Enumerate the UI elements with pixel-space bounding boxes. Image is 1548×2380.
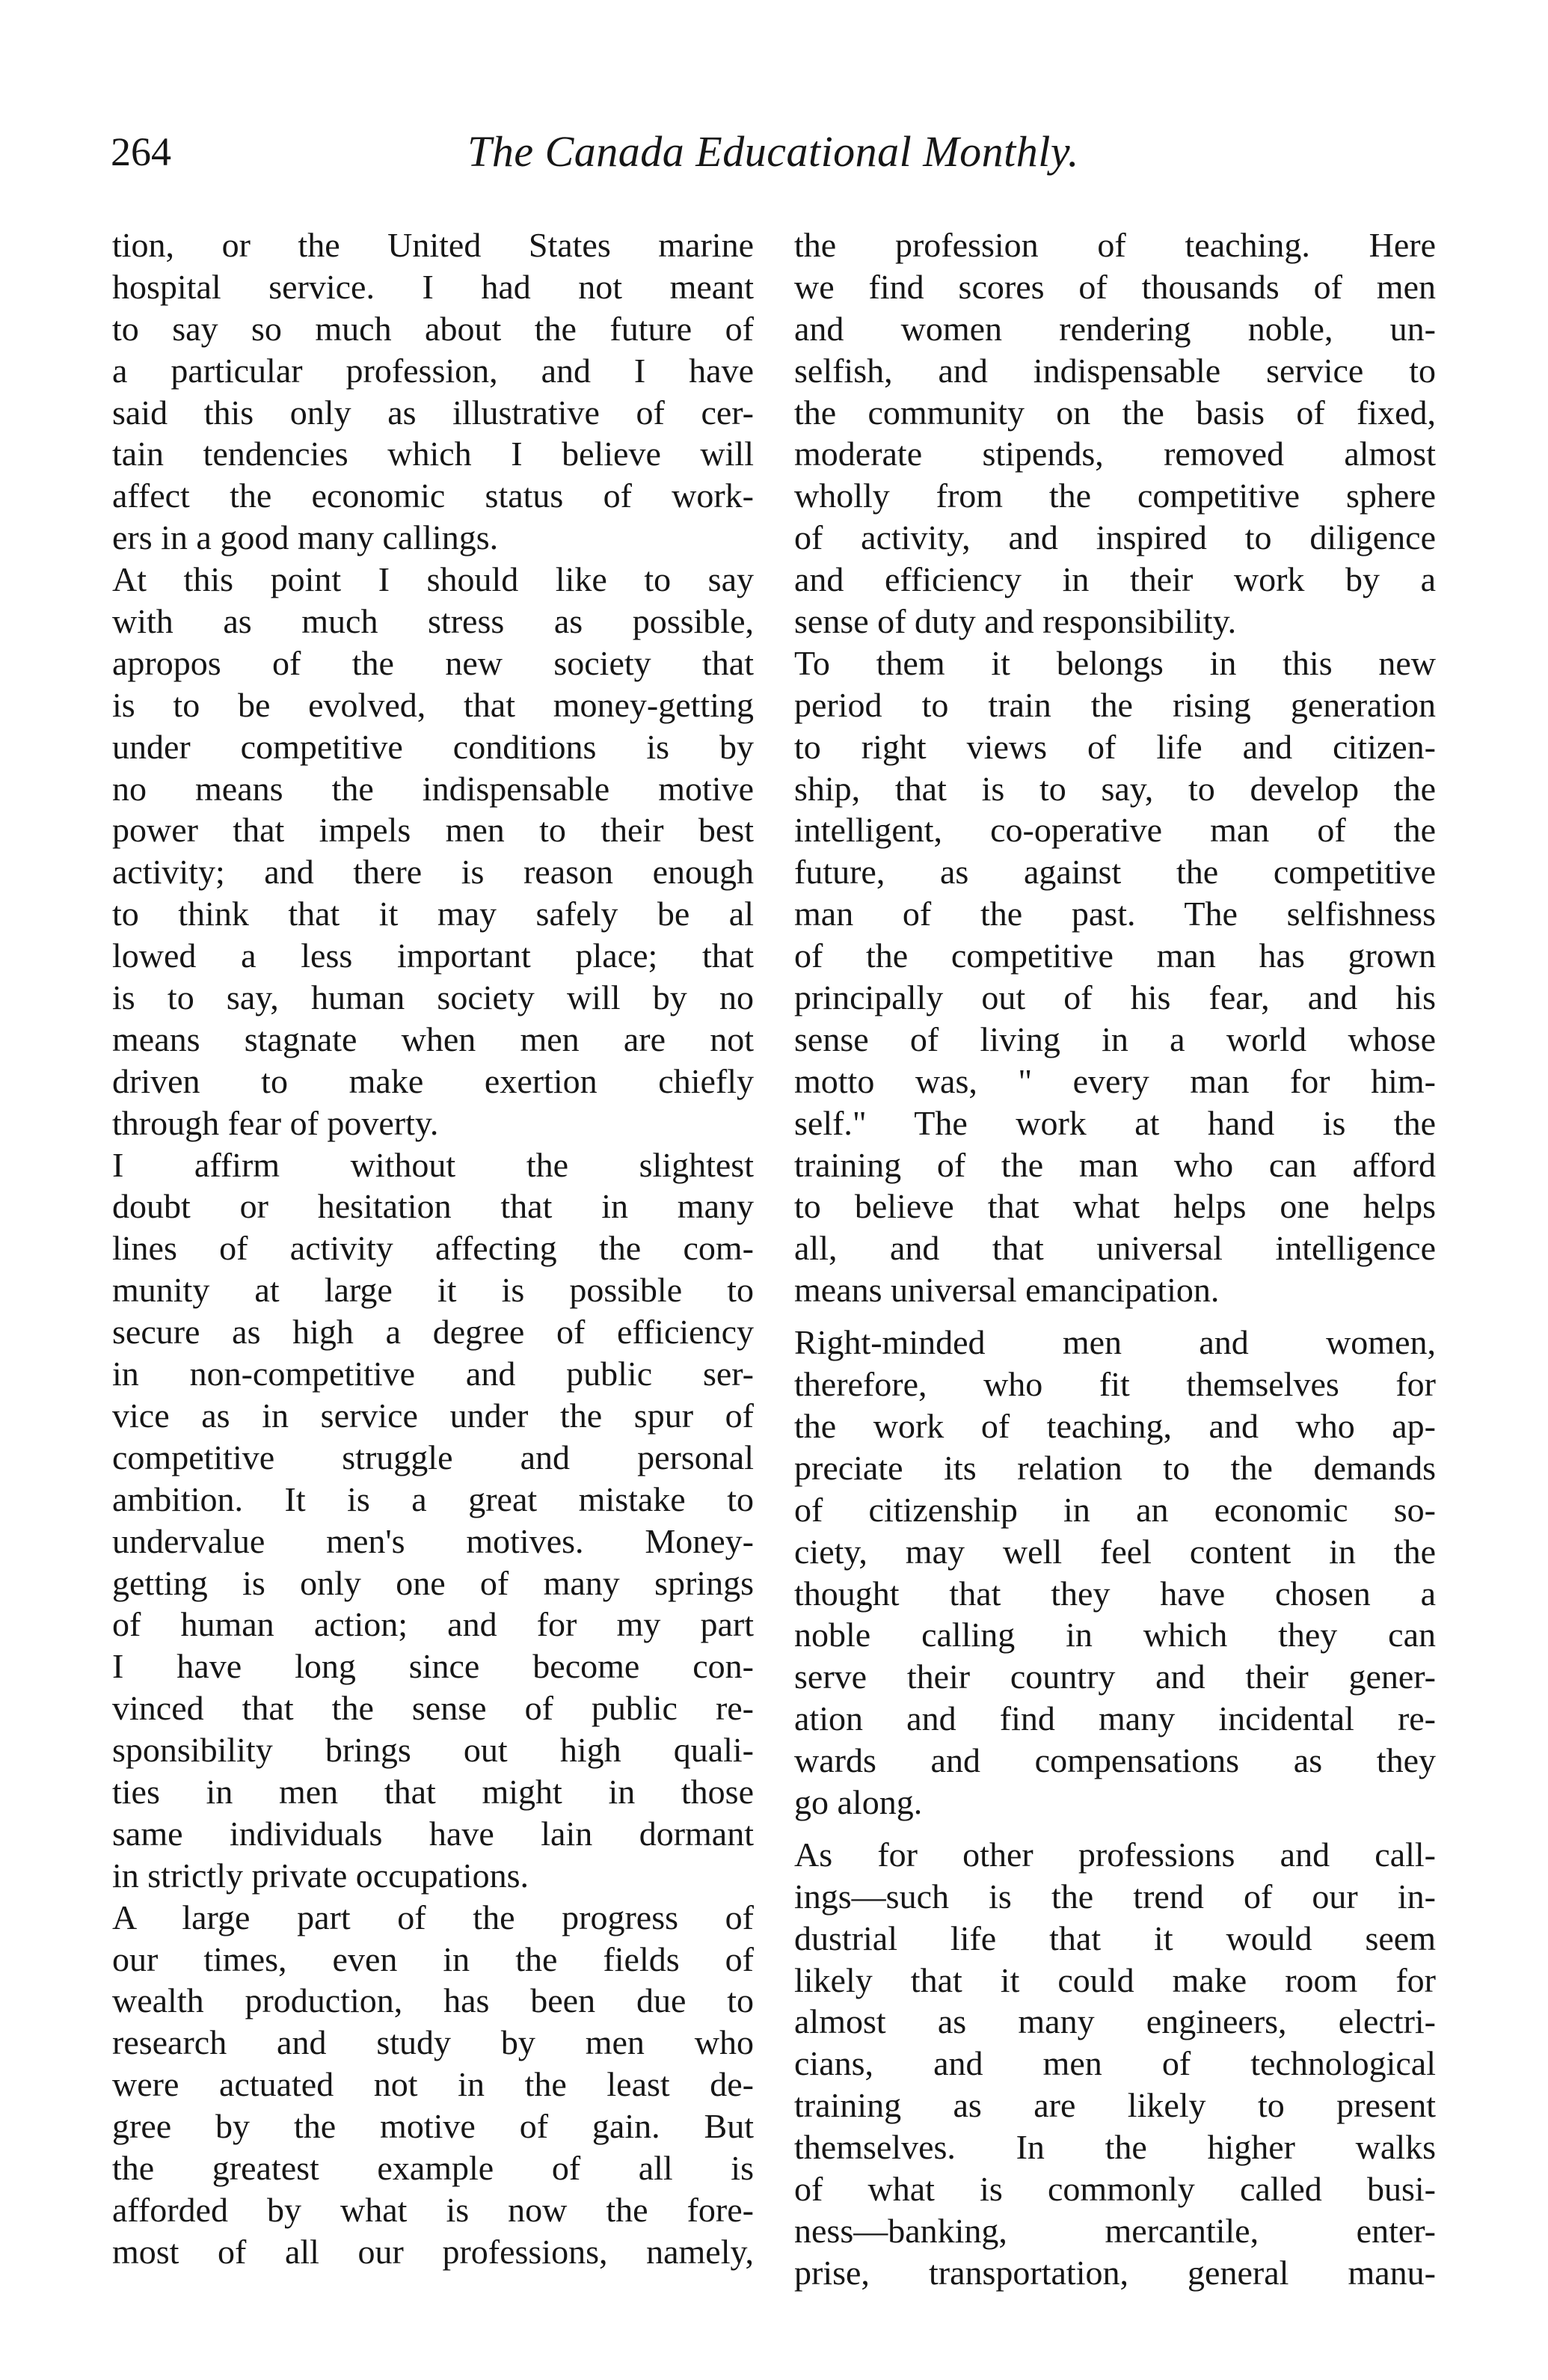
text-line: of human action; and for my part [112, 1605, 754, 1644]
text-line: to right views of life and citizen- [794, 727, 1436, 766]
text-line: tain tendencies which I believe will [112, 435, 754, 473]
text-line: our times, even in the fields of [112, 1939, 754, 1978]
text-line: ciety, may well feel content in the [794, 1532, 1436, 1571]
text-line: vice as in service under the spur of [112, 1396, 754, 1435]
text-line: the greatest example of all is [112, 2148, 754, 2187]
text-line: getting is only one of many springs [112, 1563, 754, 1602]
text-line: lines of activity affecting the com- [112, 1229, 754, 1268]
text-line: ness—banking, mercantile, enter- [794, 2211, 1436, 2250]
text-line: period to train the rising generation [794, 685, 1436, 724]
text-line: in non-competitive and public ser- [112, 1355, 754, 1393]
page-number: 264 [111, 129, 171, 174]
text-line: is to be evolved, that money-getting [112, 685, 754, 724]
text-line: the work of teaching, and who ap- [794, 1406, 1436, 1445]
text-line: themselves. In the higher walks [794, 2128, 1436, 2167]
text-line: selfish, and indispensable service to [794, 351, 1436, 390]
text-line: man of the past. The selfishness [794, 895, 1436, 933]
text-line: motto was, " every man for him- [794, 1061, 1436, 1100]
text-line: wards and compensations as they [794, 1741, 1436, 1780]
text-line: and women rendering noble, un- [794, 309, 1436, 348]
text-line: sponsibility brings out high quali- [112, 1731, 754, 1770]
text-line: we find scores of thousands of men [794, 267, 1436, 306]
text-line: a particular profession, and I have [112, 351, 754, 390]
text-line: ship, that is to say, to develop the [794, 769, 1436, 808]
text-line: undervalue men's motives. Money- [112, 1521, 754, 1560]
left-text-column [112, 224, 754, 2273]
text-line: hospital service. I had not meant [112, 267, 754, 306]
text-line: research and study by men who [112, 2023, 754, 2062]
text-line: afforded by what is now the fore- [112, 2190, 754, 2229]
text-line: competitive struggle and personal [112, 1438, 754, 1476]
text-line: go along. [794, 1782, 923, 1821]
text-line: ings—such is the trend of our in- [794, 1877, 1436, 1916]
text-line: training as are likely to present [794, 2086, 1436, 2125]
text-line: is to say, human society will by no [112, 978, 754, 1017]
text-line: preciate its relation to the demands [794, 1448, 1436, 1487]
text-line: To them it belongs in this new [794, 643, 1436, 682]
text-line: Right-minded men and women, [794, 1323, 1436, 1362]
text-line: dustrial life that it would seem [794, 1919, 1436, 1957]
text-line: apropos of the new society that [112, 643, 754, 682]
text-line: same individuals have lain dormant [112, 1814, 754, 1853]
text-line: vinced that the sense of public re- [112, 1689, 754, 1728]
text-line: of the competitive man has grown [794, 936, 1436, 975]
text-line: driven to make exertion chiefly [112, 1061, 754, 1100]
text-line: to think that it may safely be al [112, 895, 754, 933]
text-line: ers in a good many callings. [112, 518, 499, 557]
text-line: under competitive conditions is by [112, 727, 754, 766]
text-line: sense of duty and responsibility. [794, 602, 1237, 641]
text-line: with as much stress as possible, [112, 602, 754, 641]
text-line: ation and find many incidental re- [794, 1699, 1436, 1738]
text-line: lowed a less important place; that [112, 936, 754, 975]
text-line: I affirm without the slightest [112, 1145, 754, 1184]
text-line: moderate stipends, removed almost [794, 435, 1436, 473]
text-line: and efficiency in their work by a [794, 560, 1436, 599]
text-line: intelligent, co-operative man of the [794, 811, 1436, 850]
text-line: therefore, who fit themselves for [794, 1365, 1436, 1404]
text-line: means universal emancipation. [794, 1271, 1220, 1310]
text-line: through fear of poverty. [112, 1103, 439, 1142]
text-line: in strictly private occupations. [112, 1856, 529, 1895]
journal-title: The Canada Educational Monthly. [467, 127, 1079, 176]
text-line: no means the indispensable motive [112, 769, 754, 808]
text-line: ties in men that might in those [112, 1772, 754, 1811]
text-line: principally out of his fear, and his [794, 978, 1436, 1017]
text-line: thought that they have chosen a [794, 1574, 1436, 1613]
text-line: wholly from the competitive sphere [794, 476, 1436, 515]
text-line: were actuated not in the least de- [112, 2065, 754, 2104]
text-line: noble calling in which they can [794, 1616, 1436, 1654]
text-line: tion, or the United States marine [112, 226, 754, 264]
text-line: the community on the basis of fixed, [794, 393, 1436, 432]
text-line: munity at large it is possible to [112, 1271, 754, 1310]
text-line: of activity, and inspired to diligence [794, 518, 1436, 557]
text-line: means stagnate when men are not [112, 1019, 754, 1058]
text-line: to say so much about the future of [112, 309, 754, 348]
running-head [111, 126, 1436, 185]
text-line: future, as against the competitive [794, 853, 1436, 892]
text-line: prise, transportation, general manu- [794, 2253, 1436, 2292]
text-line: ambition. It is a great mistake to [112, 1479, 754, 1518]
text-line: doubt or hesitation that in many [112, 1187, 754, 1226]
text-line: of what is commonly called busi- [794, 2169, 1436, 2208]
text-line: to believe that what helps one helps [794, 1187, 1436, 1226]
text-line: the profession of teaching. Here [794, 226, 1436, 264]
text-line: wealth production, has been due to [112, 1981, 754, 2020]
text-line: of citizenship in an economic so- [794, 1490, 1436, 1529]
text-line: cians, and men of technological [794, 2044, 1436, 2083]
text-line: most of all our professions, namely, [112, 2232, 754, 2271]
text-line: training of the man who can afford [794, 1145, 1436, 1184]
text-line: self." The work at hand is the [794, 1103, 1436, 1142]
right-text-column [794, 224, 1436, 2294]
text-line: activity; and there is reason enough [112, 853, 754, 892]
text-line: all, and that universal intelligence [794, 1229, 1436, 1268]
text-line: likely that it could make room for [794, 1960, 1436, 1999]
text-line: As for other professions and call- [794, 1835, 1436, 1874]
text-line: I have long since become con- [112, 1647, 754, 1686]
text-line: serve their country and their gener- [794, 1657, 1436, 1696]
text-line: affect the economic status of work- [112, 476, 754, 515]
text-line: almost as many engineers, electri- [794, 2002, 1436, 2041]
text-line: said this only as illustrative of cer- [112, 393, 754, 432]
text-line: secure as high a degree of efficiency [112, 1313, 754, 1352]
text-line: gree by the motive of gain. But [112, 2107, 754, 2146]
text-line: At this point I should like to say [112, 560, 754, 599]
text-line: A large part of the progress of [112, 1898, 754, 1936]
text-line: power that impels men to their best [112, 811, 754, 850]
text-line: sense of living in a world whose [794, 1019, 1436, 1058]
